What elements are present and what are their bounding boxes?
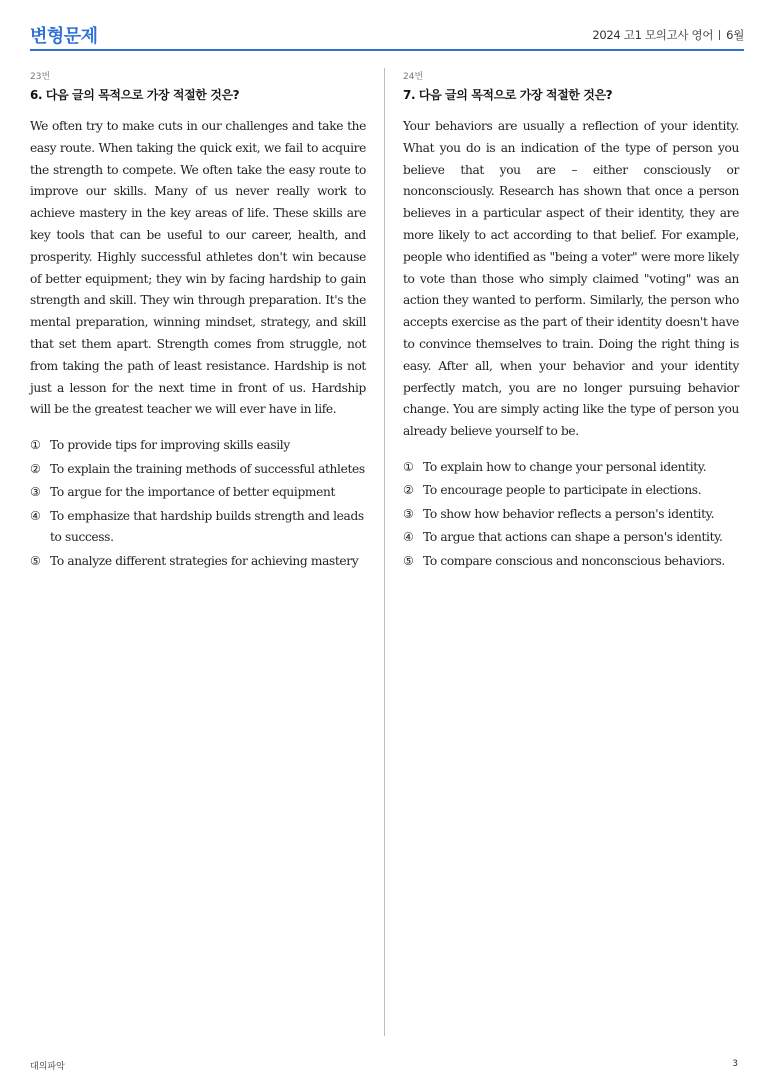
page-number: 3 xyxy=(732,1059,738,1069)
option-text: To compare conscious and nonconscious behaviors. xyxy=(423,553,725,568)
question-passage: Your behaviors are usually a reflection of your identity. What you do is an indication of the type of person you believe that you are – either consciously or nonconsciously. Research has shown that once a person believes in a particular aspect of their identity, they are more likely to act according to that belief. For example, people who identified as "being a voter" were more likely to vote than those who simply claimed "voting" was an action they wanted to perform. Similarly, the person who accepts exercise as the part of their identity doesn't have to convince themselves to train. Doing the right thing is easy. After all, when your behavior and your identity perfectly match, you are no longer pursuing behavior change. You are simply acting like the type of person you already believe yourself to be. xyxy=(403,119,739,439)
exam-name: 2024 고1 모의고사 영어 xyxy=(592,28,714,42)
exam-info xyxy=(592,27,744,43)
option-number: ① xyxy=(403,459,414,474)
option-number: ② xyxy=(30,461,41,476)
answer-option-3[interactable] xyxy=(30,482,366,504)
option-number: ④ xyxy=(30,508,41,523)
answer-options xyxy=(403,457,739,573)
option-text: To encourage people to participate in elections. xyxy=(423,483,702,498)
page-header xyxy=(30,20,744,51)
option-number: ⑤ xyxy=(403,553,414,568)
footer-category: 대의파악 xyxy=(30,1062,65,1072)
question-source-number: 23번 xyxy=(30,72,51,82)
header-separator xyxy=(719,30,720,40)
question-title: 6. 다음 글의 목적으로 가장 적절한 것은? xyxy=(30,88,240,102)
option-text: To argue for the importance of better equipment xyxy=(50,485,336,500)
option-number: ① xyxy=(30,438,41,453)
option-text: To explain how to change your personal identity. xyxy=(423,459,707,474)
question-7 xyxy=(403,70,739,588)
option-number: ② xyxy=(403,483,414,498)
question-passage: We often try to make cuts in our challenges and take the easy route. When taking the quick exit, we fail to acquire the strength to compete. We often take the easy route to improve our skills. Many of us never really work to achieve mastery in the key areas of life. These skills are key tools that can be useful to our career, health, and prosperity. Highly successful athletes don't win because of better equipment; they win by facing hardship to gain strength and skill. They win through preparation. It's the mental preparation, winning mindset, strategy, and skill that set them apart. Strength comes from struggle, not from taking the path of least resistance. Hardship is not just a lesson for the next time in front of us. Hardship will be the greatest teacher we will ever have in life. xyxy=(30,119,366,417)
answer-option-2[interactable] xyxy=(30,459,366,481)
answer-option-5[interactable] xyxy=(30,551,366,573)
option-number: ④ xyxy=(403,530,414,545)
exam-month: 6월 xyxy=(726,28,744,42)
answer-option-3[interactable] xyxy=(403,504,739,526)
answer-option-2[interactable] xyxy=(403,480,739,502)
answer-option-4[interactable] xyxy=(403,527,739,549)
option-number: ③ xyxy=(403,506,414,521)
option-number: ③ xyxy=(30,485,41,500)
answer-option-1[interactable] xyxy=(403,457,739,479)
option-text: To emphasize that hardship builds strength and leads to success. xyxy=(50,508,364,545)
option-text: To explain the training methods of successful athletes xyxy=(50,461,365,476)
question-6 xyxy=(30,70,366,588)
answer-option-1[interactable] xyxy=(30,435,366,457)
option-number: ⑤ xyxy=(30,553,41,568)
question-source-number: 24번 xyxy=(403,72,424,82)
brand-title: 변형문제 xyxy=(30,26,98,47)
answer-option-4[interactable] xyxy=(30,506,366,549)
column-divider xyxy=(384,68,385,1036)
option-text: To analyze different strategies for achieving mastery xyxy=(50,553,359,568)
option-text: To argue that actions can shape a person's identity. xyxy=(423,530,723,545)
answer-options xyxy=(30,435,366,572)
option-text: To provide tips for improving skills easily xyxy=(50,438,290,453)
answer-option-5[interactable] xyxy=(403,551,739,573)
option-text: To show how behavior reflects a person's identity. xyxy=(423,506,715,521)
question-title: 7. 다음 글의 목적으로 가장 적절한 것은? xyxy=(403,88,613,102)
